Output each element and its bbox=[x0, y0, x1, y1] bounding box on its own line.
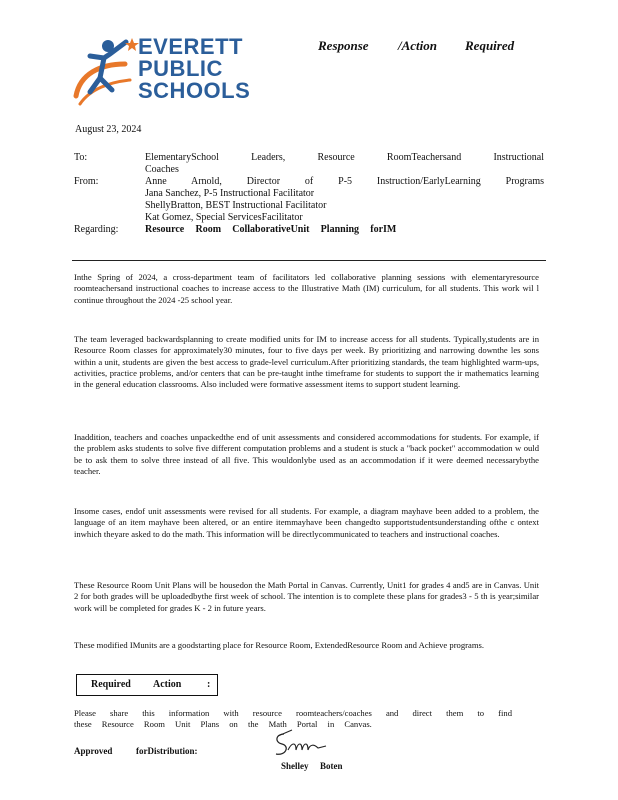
approved-label: Approved bbox=[74, 746, 113, 756]
logo-wordmark bbox=[138, 36, 250, 102]
closing-line-1: Please share this information with resource roomteachers/coaches and direct them to find bbox=[74, 708, 512, 718]
handwritten-signature bbox=[270, 728, 330, 762]
signer-last-name: Boten bbox=[320, 761, 343, 771]
logo-line-3: SCHOOLS bbox=[138, 78, 251, 103]
regarding-value-wrap bbox=[145, 224, 544, 236]
logo-line-2: PUBLIC bbox=[138, 56, 223, 81]
from-value bbox=[145, 176, 544, 224]
to-value bbox=[145, 152, 544, 176]
from-label: From: bbox=[74, 176, 99, 187]
regarding-label: Regarding: bbox=[74, 224, 119, 235]
from-line-3: ShellyBratton, BEST Instructional Facilitator bbox=[145, 200, 327, 211]
required-action-box bbox=[76, 674, 218, 696]
memo-regarding-row bbox=[74, 224, 544, 236]
for-distribution-label: forDistribution: bbox=[136, 746, 198, 756]
closing-line-2: these Resource Room Unit Plans on the Math Portal in Canvas. bbox=[74, 719, 372, 730]
memo-from-row bbox=[74, 176, 544, 224]
logo-line-1: EVERETT bbox=[138, 34, 243, 59]
from-line-4: Kat Gomez, Special ServicesFacilitator bbox=[145, 212, 303, 223]
memo-header bbox=[74, 152, 544, 236]
figure-logo-icon bbox=[70, 34, 140, 114]
paragraph-2: The team leveraged backwardsplanning to create modified units for IM to increase access for all students. Typically,students are in Resource Room classes for approximately30 minutes, four to five days per week. By prioritizing and narrowing downthe les sons within a unit, students are given the best access to grade-level curriculum.After prioritizing standards, the team highlighted warm-ups, activities, practice problems, and/or centers that can be pre-taught inthe timeframe for students to support the ir mathematics learning in the general education classrooms. Also included were formative assessment items to support student learning. bbox=[74, 334, 539, 390]
header-divider bbox=[72, 260, 546, 261]
header-response: Response bbox=[318, 38, 369, 53]
action-label: Action bbox=[153, 679, 182, 690]
required-label: Required bbox=[91, 679, 131, 690]
paragraph-1: Inthe Spring of 2024, a cross-department team of facilitators led collaborative planning sessions with elementaryresource roomteachersand instructional coaches to increase access to the Illustrative Math (IM) curriculum, for all students. This work wil l continue throughout the 2024 -25 school year. bbox=[74, 272, 539, 305]
required-action-colon: : bbox=[207, 679, 211, 690]
header-required: Required bbox=[465, 38, 515, 53]
district-logo bbox=[70, 34, 260, 114]
paragraph-5: These Resource Room Unit Plans will be housedon the Math Portal in Canvas. Currently, Unit1 for grades 4 and5 are in Canvas. Unit 2 for both grades will be uploadedbythe first week of school. The intention is to complete these plans for grades3 - 5 th is year;similar work will be completed for grades K - 2 in future years. bbox=[74, 580, 539, 613]
from-line-2: Jana Sanchez, P-5 Instructional Facilitator bbox=[145, 188, 315, 199]
to-line-2: Coaches bbox=[145, 164, 179, 175]
signature-icon bbox=[270, 728, 330, 762]
signer-first-name: Shelley bbox=[281, 761, 309, 771]
memo-to-row bbox=[74, 152, 544, 176]
paragraph-4: Insome cases, endof unit assessments were revised for all students. For example, a diagram mayhave been added to a problem, the language of an item mayhave been altered, or an entire itemmayhave been changedto supportstudentsunderstanding ofthe c ontext inwhich theyare asked to do the math. This information will be directlycommunicated to teachers and instructional coaches. bbox=[74, 506, 539, 539]
from-line-1: Anne Arnold, Director of P-5 Instruction/EarlyLearning Programs bbox=[145, 176, 544, 187]
to-line-1: ElementarySchool Leaders, Resource RoomTeachersand Instructional bbox=[145, 152, 544, 163]
to-label: To: bbox=[74, 152, 88, 163]
paragraph-3: Inaddition, teachers and coaches unpackedthe end of unit assessments and considered accommodations for students. For example, if the problem asks students to solve five different computation problems and a student is stuck a "back pocket" accommodation w ould be to ask them to solve three instead of all five. This wouldonlybe used as an accommodation if it were deemed necessarybythe teacher. bbox=[74, 432, 539, 476]
regarding-value: Resource Room CollaborativeUnit Planning forIM bbox=[145, 224, 397, 235]
header-action: /Action bbox=[398, 38, 438, 53]
paragraph-6: These modified IMunits are a goodstarting place for Resource Room, ExtendedResource Room and Achieve programs. bbox=[74, 640, 484, 650]
memo-date: August 23, 2024 bbox=[75, 124, 142, 135]
